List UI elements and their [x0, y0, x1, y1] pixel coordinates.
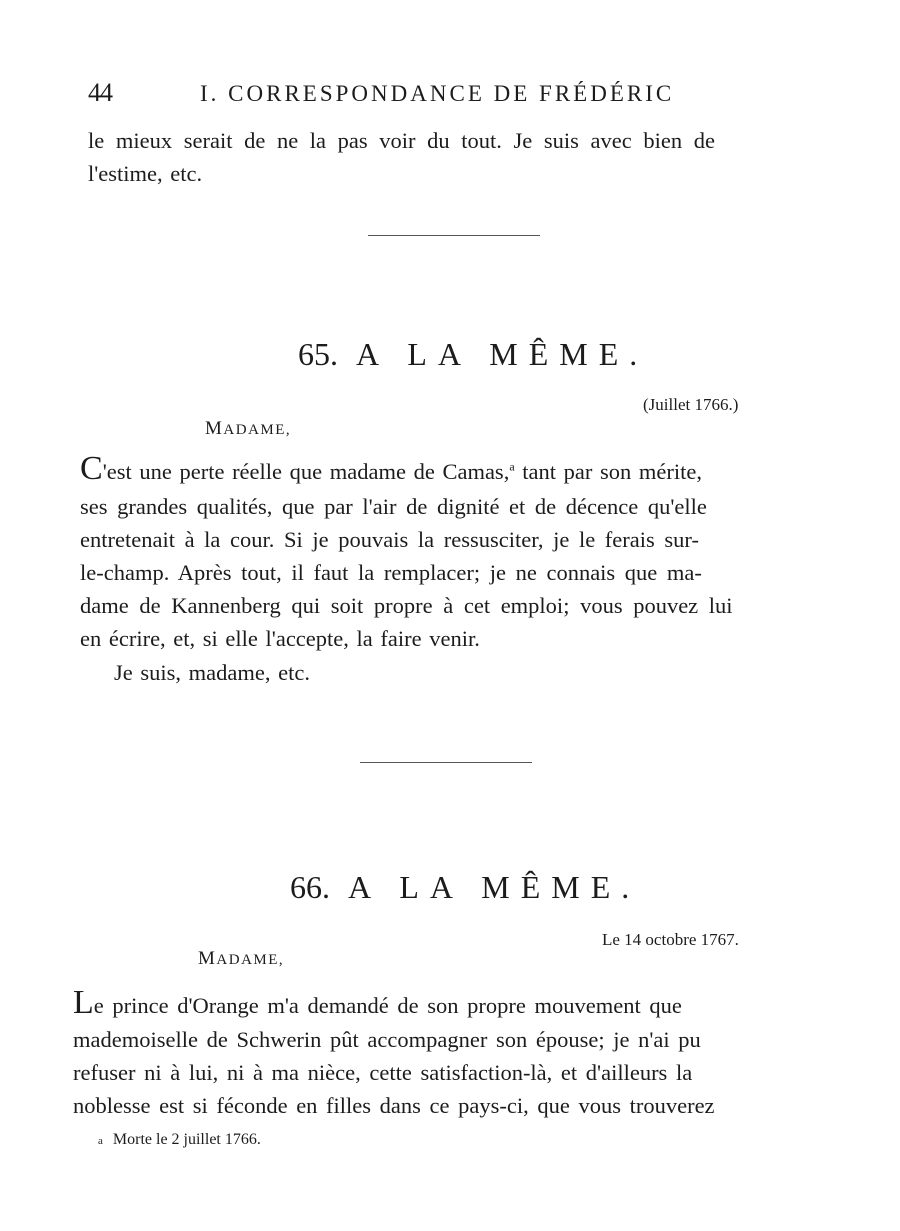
body-text: tant par son mérite,	[514, 459, 702, 484]
section-divider	[360, 762, 532, 763]
body-line: entretenait à la cour. Si je pouvais la ressusciter, je le ferais sur-	[80, 527, 699, 552]
body-line: le-champ. Après tout, il faut la remplacer; je ne connais que ma-	[80, 560, 702, 585]
running-title: I. CORRESPONDANCE DE FRÉDÉRIC	[200, 81, 675, 106]
footnote-text: Morte le 2 juillet 1766.	[112, 1131, 261, 1148]
section-divider	[368, 235, 540, 236]
body-text: 'est une perte réelle que madame de Camas,	[102, 459, 510, 484]
closing: Je suis, madame, etc.	[114, 660, 310, 685]
salutation	[205, 418, 291, 440]
letter-number: 65.	[298, 336, 338, 372]
letter-date: (Juillet 1766.)	[643, 395, 739, 414]
salutation-initial: M	[205, 418, 224, 439]
body-line: ses grandes qualités, que par l'air de dignité et de décence qu'elle	[80, 494, 707, 519]
drop-cap: C	[80, 450, 103, 487]
body-line: mademoiselle de Schwerin pût accompagner son épouse; je n'ai pu	[73, 1027, 701, 1052]
continuation-line: le mieux serait de ne la pas voir du tout. Je suis avec bien de	[88, 128, 715, 153]
letter-heading	[298, 336, 648, 373]
footnote	[98, 1131, 261, 1149]
drop-cap: L	[73, 984, 94, 1021]
body-line: noblesse est si féconde en filles dans ce pays-ci, que vous trouverez	[73, 1093, 715, 1118]
footnote-marker: a	[98, 1135, 103, 1147]
salutation	[198, 948, 284, 970]
letter-number: 66.	[290, 869, 330, 905]
footnote-reference[interactable]: a	[509, 459, 515, 474]
body-line	[80, 452, 702, 486]
body-line	[73, 986, 682, 1020]
body-line: dame de Kannenberg qui soit propre à cet emploi; vous pouvez lui	[80, 593, 733, 618]
letter-date: Le 14 octobre 1767.	[602, 930, 739, 949]
continuation-line: l'estime, etc.	[88, 161, 203, 186]
letter-title: A LA MÊME.	[348, 869, 641, 905]
body-text: e prince d'Orange m'a demandé de son propre mouvement que	[93, 993, 682, 1018]
salutation-rest: ADAME,	[223, 422, 292, 438]
body-line: refuser ni à lui, ni à ma nièce, cette satisfaction-là, et d'ailleurs la	[73, 1060, 693, 1085]
letter-title: A LA MÊME.	[356, 336, 649, 372]
salutation-rest: ADAME,	[216, 952, 285, 968]
salutation-initial: M	[198, 948, 217, 969]
letter-heading	[290, 869, 640, 906]
page-number: 44	[88, 78, 112, 107]
body-line: en écrire, et, si elle l'accepte, la faire venir.	[80, 626, 480, 651]
